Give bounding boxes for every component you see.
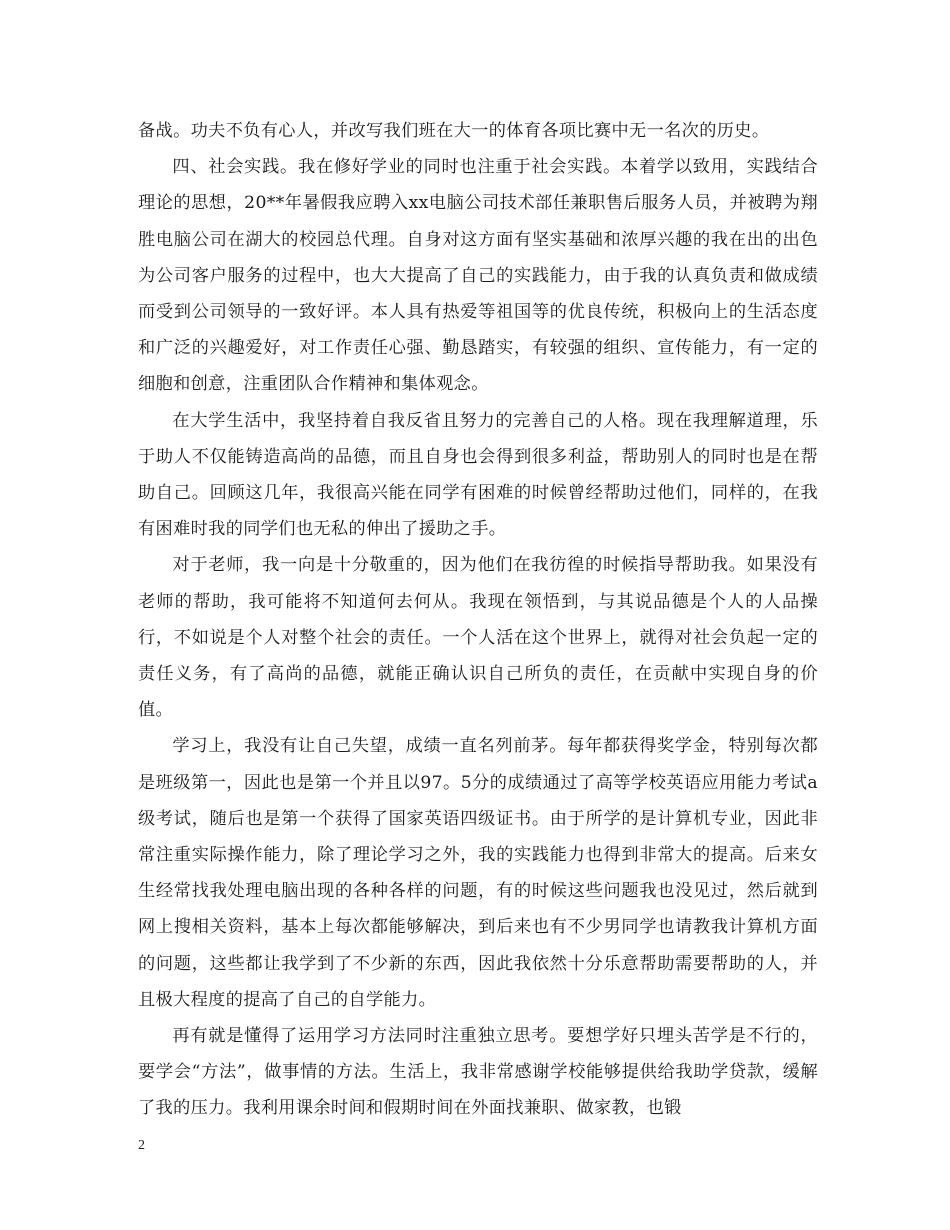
paragraph: 在大学生活中，我坚持着自我反省且努力的完善自己的人格。现在我理解道理，乐于助人不仅能铸造高尚的品德，而且自身也会得到很多利益，帮助别人的同时也是在帮助自己。回顾这几年，我很高兴能在同学有困难的时候曾经帮助过他们，同样的，在我有困难时我的同学们也无私的伸出了援助之手。 <box>138 410 818 540</box>
paragraph: 四、社会实践。我在修好学业的同时也注重于社会实践。本着学以致用，实践结合理论的思想，20**年暑假我应聘入xx电脑公司技术部任兼职售后服务人员，并被聘为翔胜电脑公司在湖大的校园总代理。自身对这方面有坚实基础和浓厚兴趣的我在出的出色为公司客户服务的过程中，也大大提高了自己的实践能力，由于我的认真负责和做成绩而受到公司领导的一致好评。本人具有热爱等祖国等的优良传统，积极向上的生活态度和广泛的兴趣爱好，对工作责任心强、勤恳踏实，有较强的组织、宣传能力，有一定的细胞和创意，注重团队合作精神和集体观念。 <box>138 157 818 395</box>
paragraph: 备战。功夫不负有心人，并改写我们班在大一的体育各项比赛中无一名次的历史。 <box>138 121 770 141</box>
paragraph: 学习上，我没有让自己失望，成绩一直名列前茅。每年都获得奖学金，特别每次都是班级第一，因此也是第一个并且以97。5分的成绩通过了高等学校英语应用能力考试a级考试，随后也是第一个获得了国家英语四级证书。由于所学的是计算机专业，因此非常注重实际操作能力，除了理论学习之外，我的实践能力也得到非常大的提高。后来女生经常找我处理电脑出现的各种各样的问题，有的时候这些问题我也没见过，然后就到网上搜相关资料，基本上每次都能够解决，到后来也有不少男同学也请教我计算机方面的问题，这些都让我学到了不少新的东西，因此我依然十分乐意帮助需要帮助的人，并且极大程度的提高了自己的自学能力。 <box>138 736 818 1010</box>
paragraph: 对于老师，我一向是十分敬重的，因为他们在我彷徨的时候指导帮助我。如果没有老师的帮助，我可能将不知道何去何从。我现在领悟到，与其说品德是个人的人品操行，不如说是个人对整个社会的责任。一个人活在这个世界上，就得对社会负起一定的责任义务，有了高尚的品德，就能正确认识自己所负的责任，在贡献中实现自身的价值。 <box>138 555 818 721</box>
body-text <box>138 113 818 1127</box>
page-number: 2 <box>138 1138 145 1153</box>
paragraph: 再有就是懂得了运用学习方法同时注重独立思考。要想学好只埋头苦学是不行的，要学会“方法”，做事情的方法。生活上，我非常感谢学校能够提供给我助学贷款，缓解了我的压力。我利用课余时间和假期时间在外面找兼职、做家教，也锻 <box>138 1026 818 1119</box>
